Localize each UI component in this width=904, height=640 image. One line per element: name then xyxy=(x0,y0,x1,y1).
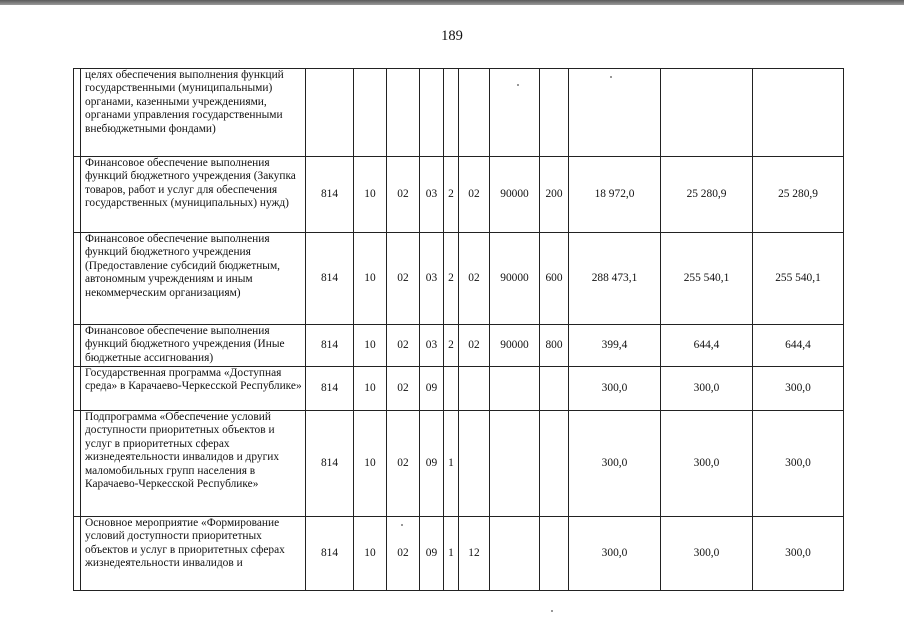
cell-code-4: 90000 xyxy=(490,157,540,233)
cell-code-1: 03 xyxy=(420,157,444,233)
cell-sum-1: 18 972,0 xyxy=(569,157,661,233)
cell-code-4 xyxy=(490,69,540,157)
table-row xyxy=(74,325,844,367)
cell-name: Финансовое обеспечение выполнения функций бюджетного учреждения (Закупка товаров, работ и услуг для обеспечения государственных (муниципальных) нужд) xyxy=(81,157,306,233)
cell-gr: 814 xyxy=(306,157,354,233)
cell-pr: 02 xyxy=(387,325,420,367)
cell-sum-1: 300,0 xyxy=(569,517,661,591)
cell-rz xyxy=(354,69,387,157)
cell-code-2: 2 xyxy=(444,157,459,233)
budget-table xyxy=(73,68,844,591)
cell-rz: 10 xyxy=(354,517,387,591)
cell-vr: 800 xyxy=(540,325,569,367)
cell-rz: 10 xyxy=(354,157,387,233)
cell-code-1 xyxy=(420,69,444,157)
cell-name: Финансовое обеспечение выполнения функций бюджетного учреждения (Иные бюджетные ассигнования) xyxy=(81,325,306,367)
cell-margin xyxy=(74,157,81,233)
cell-margin xyxy=(74,411,81,517)
cell-margin xyxy=(74,325,81,367)
cell-margin xyxy=(74,233,81,325)
cell-sum-1: 300,0 xyxy=(569,367,661,411)
table-row xyxy=(74,157,844,233)
cell-code-2: 1 xyxy=(444,517,459,591)
table-body xyxy=(74,69,844,591)
cell-pr: 02 xyxy=(387,233,420,325)
cell-sum-3: 255 540,1 xyxy=(753,233,844,325)
cell-code-3 xyxy=(459,411,490,517)
scan-top-border xyxy=(0,0,904,5)
cell-code-1: 03 xyxy=(420,233,444,325)
cell-code-3: 02 xyxy=(459,325,490,367)
cell-code-4: 90000 xyxy=(490,233,540,325)
table-row xyxy=(74,411,844,517)
cell-name: Государственная программа «Доступная среда» в Карачаево-Черкесской Республике» xyxy=(81,367,306,411)
page-number: 189 xyxy=(441,28,463,44)
cell-pr: 02 xyxy=(387,157,420,233)
cell-vr: 600 xyxy=(540,233,569,325)
cell-sum-3: 300,0 xyxy=(753,517,844,591)
cell-sum-1: 399,4 xyxy=(569,325,661,367)
cell-sum-3: 644,4 xyxy=(753,325,844,367)
cell-margin xyxy=(74,69,81,157)
scan-speck xyxy=(401,524,403,526)
cell-code-3: 12 xyxy=(459,517,490,591)
cell-sum-2: 25 280,9 xyxy=(661,157,753,233)
cell-sum-3: 300,0 xyxy=(753,367,844,411)
table-row xyxy=(74,69,844,157)
cell-code-3 xyxy=(459,69,490,157)
cell-code-2: 2 xyxy=(444,325,459,367)
cell-code-1: 09 xyxy=(420,367,444,411)
cell-code-1: 03 xyxy=(420,325,444,367)
table-row xyxy=(74,517,844,591)
cell-rz: 10 xyxy=(354,325,387,367)
cell-code-4 xyxy=(490,367,540,411)
cell-pr xyxy=(387,69,420,157)
cell-margin xyxy=(74,517,81,591)
cell-code-2 xyxy=(444,69,459,157)
cell-vr xyxy=(540,517,569,591)
cell-gr: 814 xyxy=(306,367,354,411)
scan-speck xyxy=(517,84,519,86)
cell-gr: 814 xyxy=(306,233,354,325)
cell-rz: 10 xyxy=(354,233,387,325)
cell-code-1: 09 xyxy=(420,517,444,591)
cell-rz: 10 xyxy=(354,411,387,517)
cell-gr xyxy=(306,69,354,157)
cell-vr xyxy=(540,69,569,157)
cell-sum-3 xyxy=(753,69,844,157)
cell-code-4 xyxy=(490,411,540,517)
cell-sum-1: 288 473,1 xyxy=(569,233,661,325)
cell-code-2: 1 xyxy=(444,411,459,517)
cell-name: Подпрограмма «Обеспечение условий доступности приоритетных объектов и услуг в приоритетных сферах жизнедеятельности инвалидов и других маломобильных групп населения в Карачаево-Черкесской Республике» xyxy=(81,411,306,517)
cell-sum-3: 300,0 xyxy=(753,411,844,517)
table-row xyxy=(74,233,844,325)
cell-pr: 02 xyxy=(387,367,420,411)
cell-name: целях обеспечения выполнения функций государственными (муниципальными) органами, казенными учреждениями, органами управления государственными внебюджетными фондами) xyxy=(81,69,306,157)
cell-code-3: 02 xyxy=(459,233,490,325)
cell-pr: 02 xyxy=(387,411,420,517)
cell-code-1: 09 xyxy=(420,411,444,517)
cell-code-4 xyxy=(490,517,540,591)
scan-speck xyxy=(551,610,553,612)
cell-name: Финансовое обеспечение выполнения функций бюджетного учреждения (Предоставление субсидий бюджетным, автономным учреждениям и иным некоммерческим организациям) xyxy=(81,233,306,325)
cell-margin xyxy=(74,367,81,411)
cell-sum-1: 300,0 xyxy=(569,411,661,517)
table-row xyxy=(74,367,844,411)
cell-gr: 814 xyxy=(306,517,354,591)
cell-code-3: 02 xyxy=(459,157,490,233)
cell-sum-3: 25 280,9 xyxy=(753,157,844,233)
cell-pr: 02 xyxy=(387,517,420,591)
cell-sum-2: 300,0 xyxy=(661,411,753,517)
cell-sum-2: 255 540,1 xyxy=(661,233,753,325)
cell-sum-2: 300,0 xyxy=(661,517,753,591)
cell-sum-2: 300,0 xyxy=(661,367,753,411)
cell-name: Основное мероприятие «Формирование условий доступности приоритетных объектов и услуг в приоритетных сферах жизнедеятельности инвалидов и xyxy=(81,517,306,591)
cell-gr: 814 xyxy=(306,325,354,367)
cell-code-2: 2 xyxy=(444,233,459,325)
cell-vr: 200 xyxy=(540,157,569,233)
cell-sum-2 xyxy=(661,69,753,157)
scan-speck xyxy=(610,76,612,78)
cell-rz: 10 xyxy=(354,367,387,411)
cell-code-4: 90000 xyxy=(490,325,540,367)
cell-sum-1 xyxy=(569,69,661,157)
cell-vr xyxy=(540,367,569,411)
cell-code-3 xyxy=(459,367,490,411)
cell-sum-2: 644,4 xyxy=(661,325,753,367)
cell-gr: 814 xyxy=(306,411,354,517)
cell-vr xyxy=(540,411,569,517)
cell-code-2 xyxy=(444,367,459,411)
